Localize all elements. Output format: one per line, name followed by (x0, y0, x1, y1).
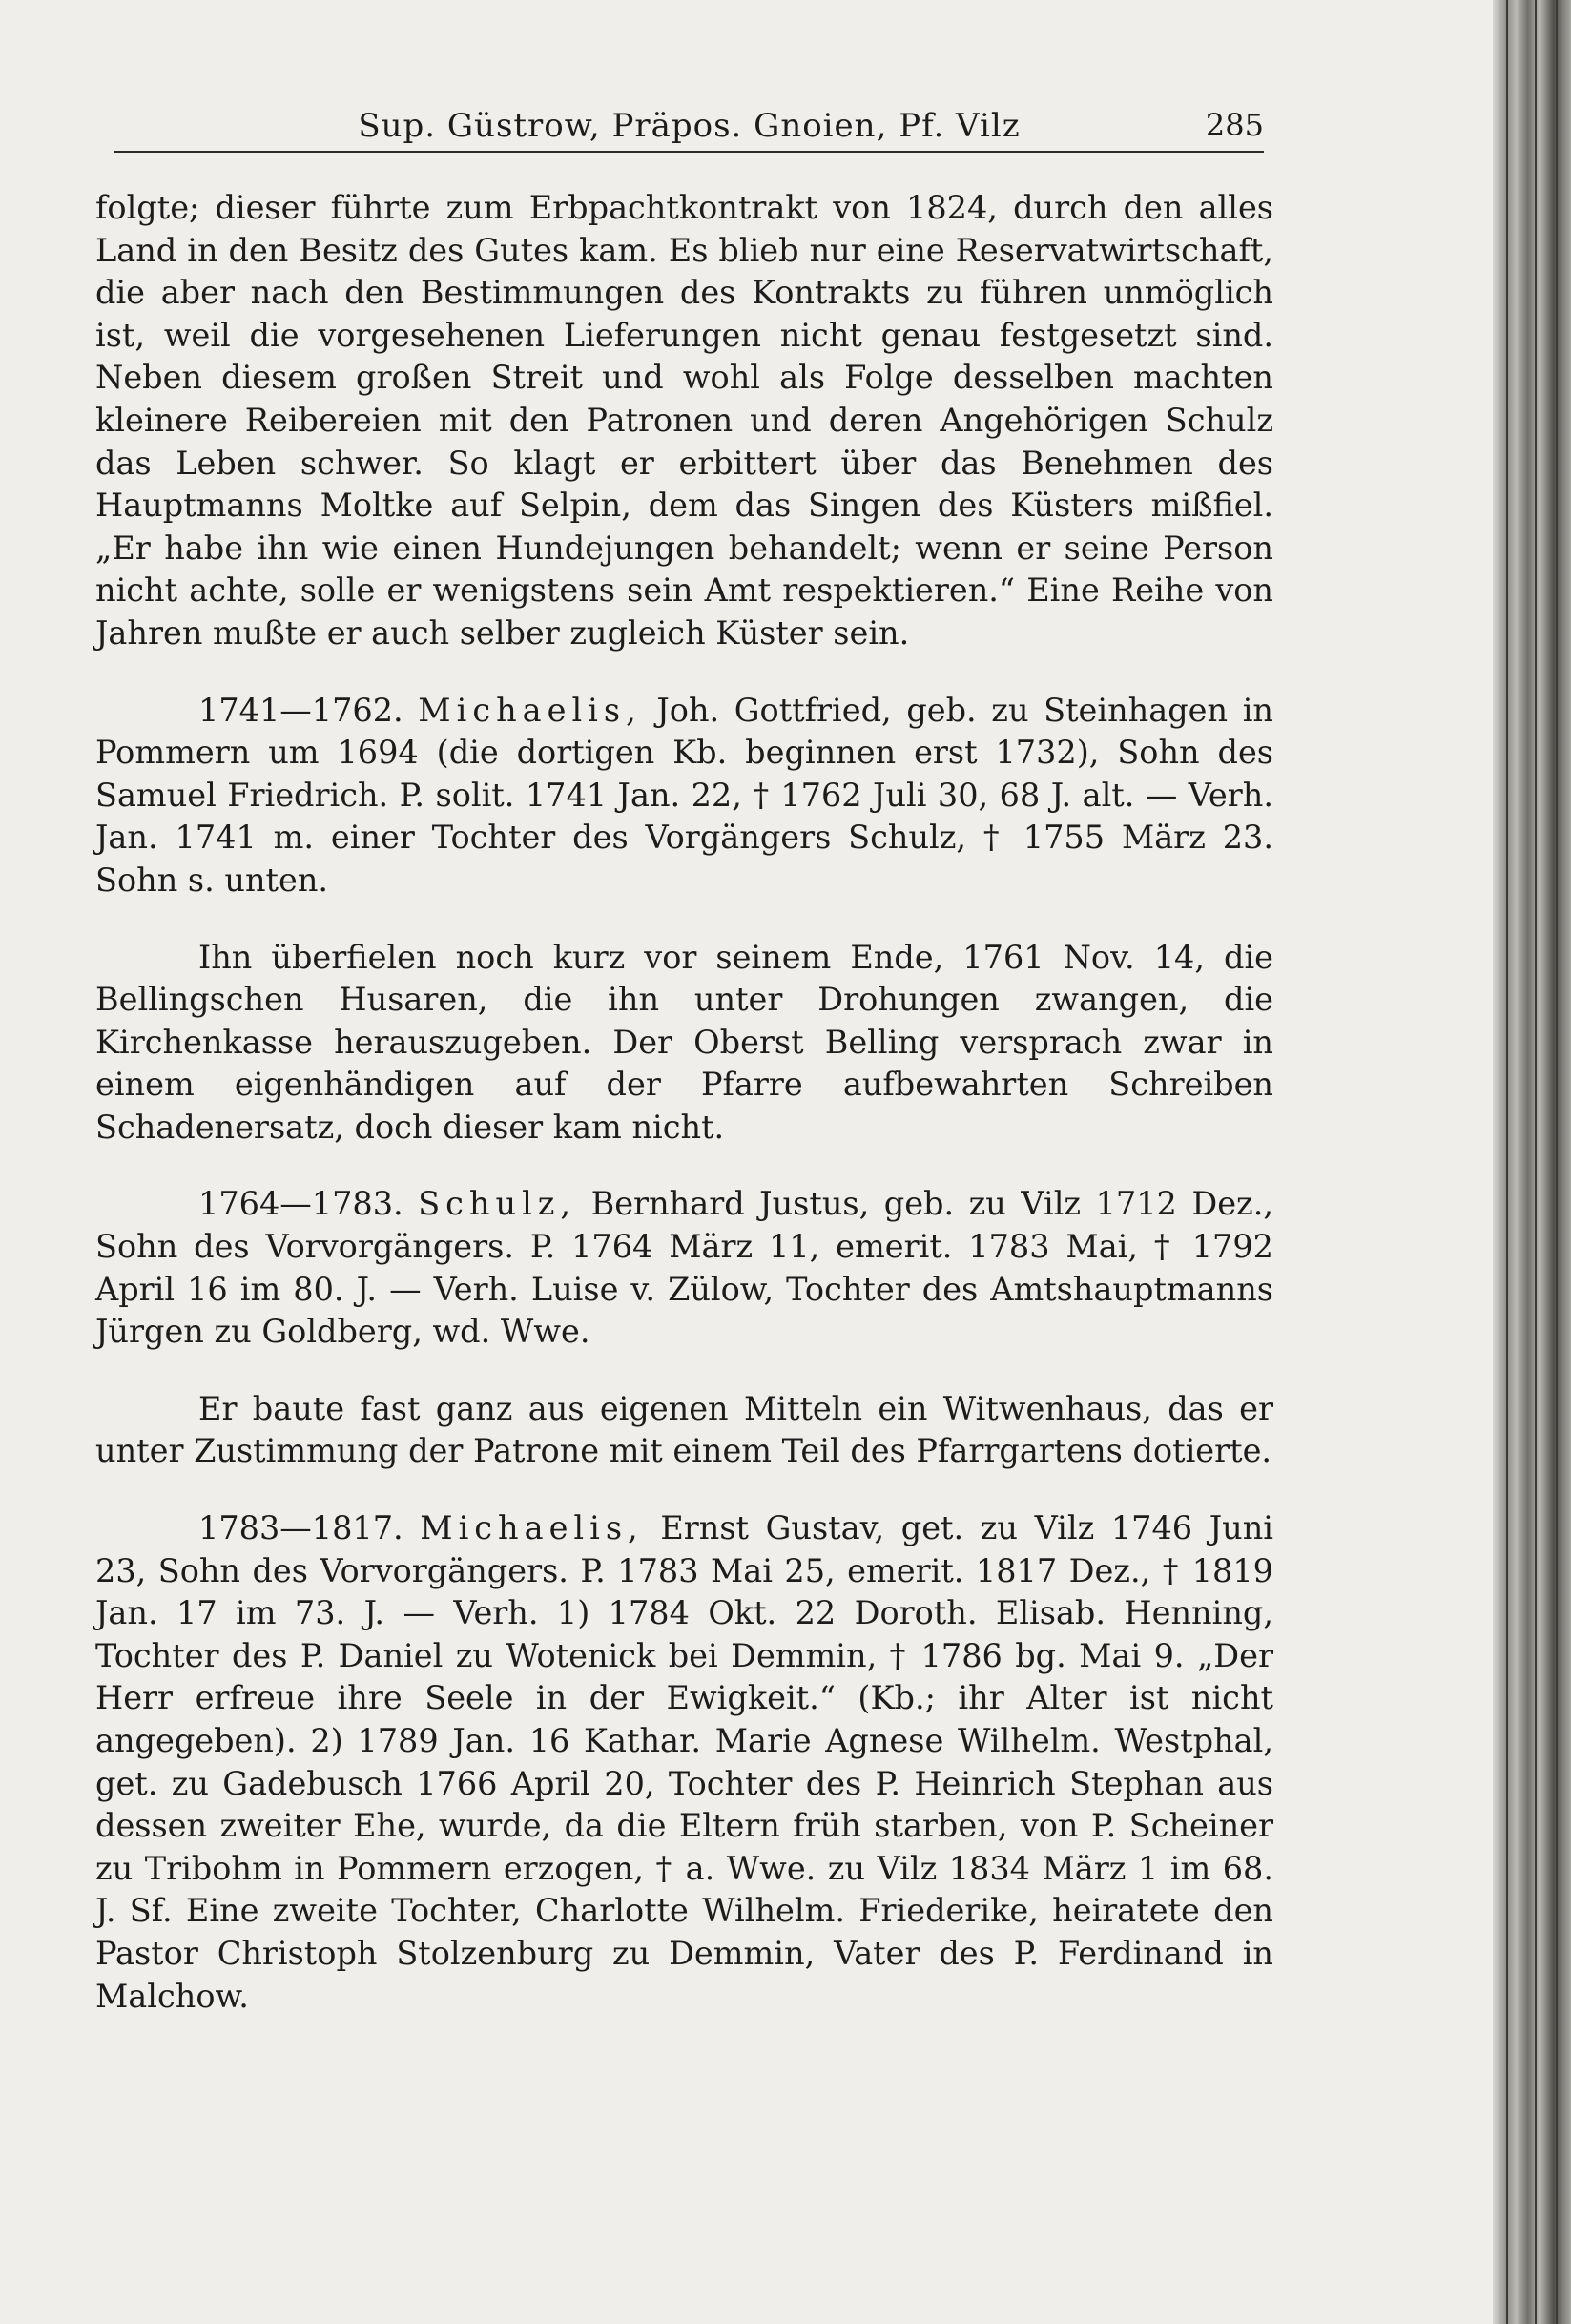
paragraph-text: folgte; dieser führte zum Erbpachtkontrakt von 1824, durch den alles Land in den Besitz des Gutes kam. Es blieb nur eine Reservatwirtschaft, die aber nach den Bestimmungen des Kontrakts zu führen unmöglich ist, weil die vorgesehenen Lieferungen nicht genau festgesetzt sind. Neben diesem großen Streit und wohl als Folge desselben machten kleinere Reibereien mit den Patronen und deren Angehörigen Schulz das Leben schwer. So klagt er erbittert über das Benehmen des Hauptmanns Moltke auf Selpin, dem das Singen des Küsters mißfiel. „Er habe ihn wie einen Hundejungen behandelt; wenn er seine Person nicht achte, solle er wenigstens sein Amt respektieren.“ Eine Reihe von Jahren mußte er auch selber zugleich Küster sein. (95, 189, 1273, 652)
page-body (95, 187, 1273, 2052)
page-number: 285 (1205, 107, 1264, 143)
entry-years: 1741—1762. (198, 691, 403, 729)
paragraph-continuation (95, 187, 1273, 655)
gutter-edge (1556, 0, 1558, 2324)
header-rule (114, 151, 1264, 153)
paragraph-text: Ihn überfielen noch kurz vor seinem Ende, 1761 Nov. 14, die Bellingschen Husaren, die ihn unter Drohungen zwangen, die Kirchenkasse herauszugeben. Der Oberst Belling versprach zwar in einem eigenhändigen auf der Pfarre aufbewahrten Schreiben Schadenersatz, doch dieser kam nicht. (95, 938, 1273, 1146)
entry-years: 1783—1817. (198, 1509, 403, 1547)
paragraph-text: Er baute fast ganz aus eigenen Mitteln ein Witwenhaus, das er unter Zustimmung der Patrone mit einem Teil des Pfarrgartens dotierte. (95, 1389, 1273, 1470)
entry-michaelis-1741 (95, 690, 1273, 903)
entry-name: Michaelis, (418, 691, 642, 729)
paragraph-witwenhaus (95, 1388, 1273, 1473)
entry-michaelis-1783 (95, 1507, 1273, 2018)
page-header (114, 107, 1264, 153)
entry-text: Ernst Gustav, get. zu Vilz 1746 Juni 23, Sohn des Vorvorgängers. P. 1783 Mai 25, emerit. 1817 Dez., † 1819 Jan. 17 im 73. J. — Verh. 1) 1784 Okt. 22 Doroth. Elisab. Henning, Tochter des P. Daniel zu Wotenick bei Demmin, † 1786 bg. Mai 9. „Der Herr erfreue ihre Seele in der Ewigkeit.“ (Kb.; ihr Alter ist nicht angegeben). 2) 1789 Jan. 16 Kathar. Marie Agnese Wilhelm. Westphal, get. zu Gadebusch 1766 April 20, Tochter des P. Heinrich Stephan aus dessen zweiter Ehe, wurde, da die Eltern früh starben, von P. Scheiner zu Tribohm in Pommern erzogen, † a. Wwe. zu Vilz 1834 März 1 im 68. J. Sf. Eine zweite Tochter, Charlotte Wilhelm. Friederike, heiratete den Pastor Christoph Stolzenburg zu Demmin, Vater des P. Ferdinand in Malchow. (95, 1509, 1273, 2015)
entry-years: 1764—1783. (198, 1185, 403, 1223)
book-binding-gutter (1493, 0, 1571, 2324)
running-head: Sup. Güstrow, Präpos. Gnoien, Pf. Vilz (358, 107, 1021, 145)
entry-name: Michaelis, (420, 1509, 644, 1547)
gutter-edge (1506, 0, 1508, 2324)
entry-name: Schulz, (418, 1185, 577, 1223)
entry-schulz-1764 (95, 1183, 1273, 1353)
entry-text: Joh. Gottfried, geb. zu Steinhagen in Pommern um 1694 (die dortigen Kb. beginnen erst 1732), Sohn des Samuel Friedrich. P. solit. 1741 Jan. 22, † 1762 Juli 30, 68 J. alt. — Verh. Jan. 1741 m. einer Tochter des Vorgängers Schulz, † 1755 März 23. Sohn s. unten. (95, 691, 1273, 899)
paragraph-husaren (95, 937, 1273, 1150)
gutter-edge (1535, 0, 1537, 2324)
entry-text: Bernhard Justus, geb. zu Vilz 1712 Dez., Sohn des Vorvorgängers. P. 1764 März 11, emerit. 1783 Mai, † 1792 April 16 im 80. J. — Verh. Luise v. Zülow, Tochter des Amtshauptmanns Jürgen zu Goldberg, wd. Wwe. (95, 1185, 1273, 1351)
